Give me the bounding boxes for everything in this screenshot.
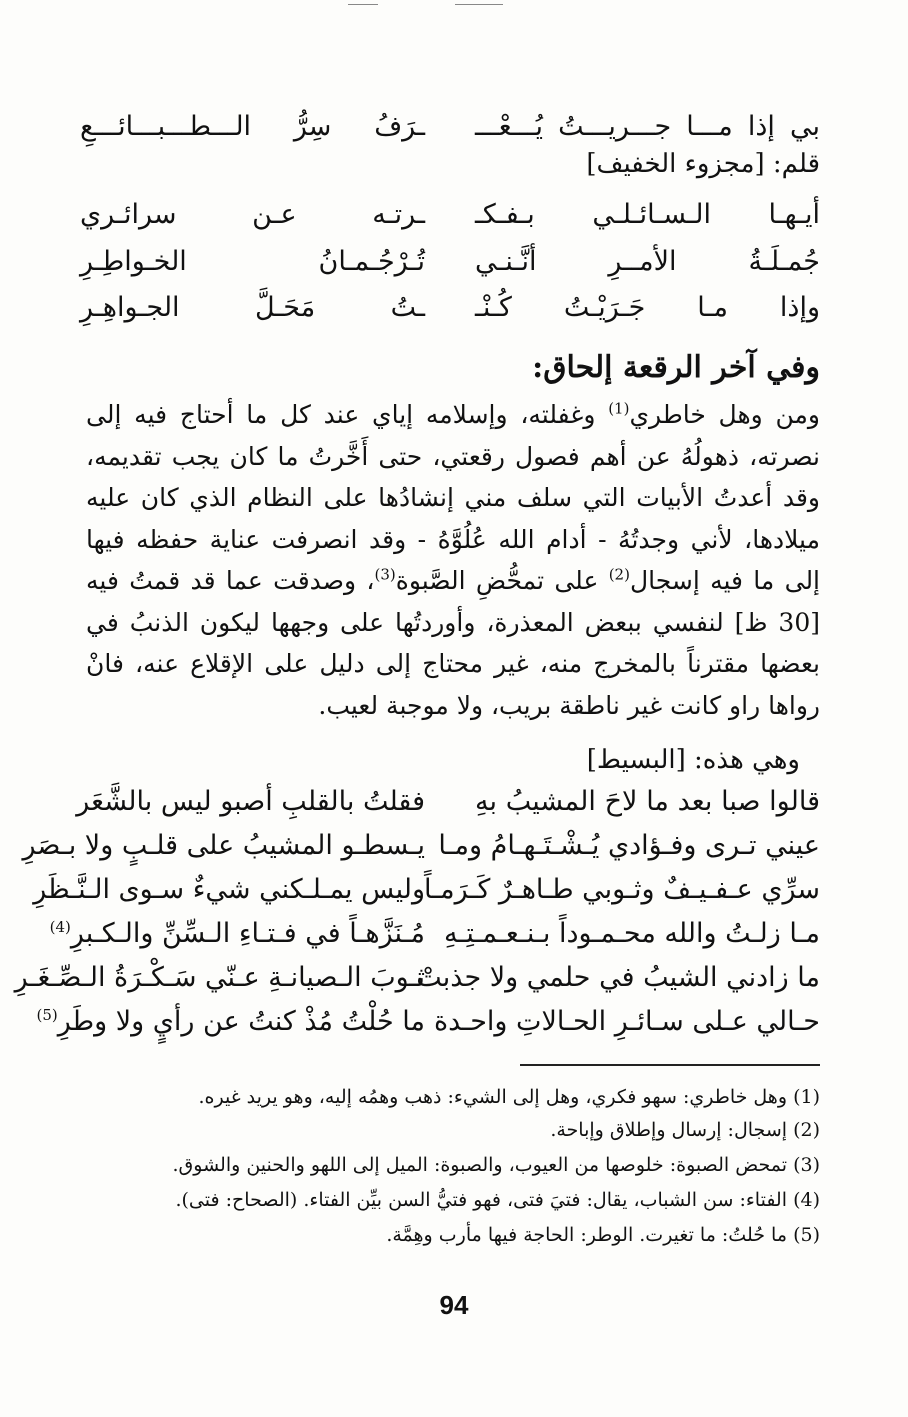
verse-second-hemistich: يـسطـو المشيبُ على قلـبٍ ولا بـصَرِ — [22, 830, 425, 861]
paragraph-text: ومن وهل خاطري — [629, 400, 821, 429]
hemistich-text: مُـنَزَّهـاً في فـتـاءِ الـسِّنِّ والـكـبرِ — [70, 918, 425, 949]
footnote — [550, 1115, 820, 1145]
verse-first-hemistich: مـا زلـتُ والله محـمـوداً بـنـعـمـتِـهِ — [443, 918, 820, 949]
body-paragraph — [86, 394, 820, 726]
paragraph-text: ، وصدقت عما قد قمتُ فيه [30 ظ] لنفسي ببعض المعذرة، وأوردتُها على وجهها ليكون الذنبُ في بعضها مقترناً بالمخرج منه، غير محتاج إلى دليل على الإقلاع عنه، فانْ رواها راو كانت غير ناطقة بريب، ولا موجبة لعيب. — [86, 566, 820, 720]
footnote-text: وهل خاطري: سهو فكري، وهل إلى الشيء: ذهب وهمُه إليه، وهو يريد غيره. — [198, 1086, 788, 1108]
footnote — [173, 1150, 820, 1180]
verse-line — [49, 910, 820, 958]
footnote-ref: (3) — [374, 565, 396, 584]
footnote-ref: (1) — [608, 399, 630, 418]
verse-first-hemistich: قالوا صبا بعد ما لاحَ المشيبُ بهِ — [475, 786, 820, 817]
hemistich-text: ما حُلْتُ مُذْ كنتُ عن رأيٍ ولا وطَرِ — [57, 1006, 425, 1037]
section-heading: وفي آخر الرقعة إلحاق: — [532, 350, 820, 385]
verse-second-hemistich: ثـوبَ الـصيانـةِ عـنّي سَـكْـرَةُ الـصِّـغَـرِ — [14, 962, 425, 993]
footnote-ref: (2) — [608, 565, 630, 584]
footnote — [198, 1082, 820, 1112]
footnote-text: الفتاء: سن الشباب، يقال: فتيَ فتى، فهو فتيُّ السن بيِّن الفتاء. (الصحاح: فتى). — [175, 1189, 788, 1211]
verse-line — [80, 284, 820, 332]
footnote-rule — [520, 1064, 820, 1066]
verse-first-hemistich: سرِّي عـفـيـفٌ وثـوبي طـاهـرٌ كَـرَمـاً — [424, 874, 820, 905]
verse-line — [14, 954, 820, 1002]
verse-first-hemistich: أيـهـا الـسـائـلـي بـفـكـ — [475, 199, 820, 230]
verse-second-hemistich: وليس يمـلـكني شيءٌ سـوى الـنَّـظَرِ — [33, 874, 425, 905]
verse-line — [33, 866, 820, 914]
verse-first-hemistich: حـالي عـلى سـائـرِ الحـالاتِ واحـدة — [433, 1006, 820, 1037]
paragraph-text: وغفلته، وإسلامه إياي عند كل ما أحتاج فيه إلى نصرته، ذهولُهُ عن أهم فصول رقعتي، حتى أَخَّرتُ ما كان يجب تقديمه، وقد أعدتُ الأبيات التي سلف مني إنشادُها على النظام الذي كان عليه ميلادها، لأني وجدتُهُ - أدام الله عُلُوَّهُ - وقد انصرفت عناية حفظه فيها إلى ما فيه إسجال — [86, 400, 821, 595]
verse-second-hemistich: فقلتُ بالقلبِ أصبو ليس بالشَّعَر — [76, 786, 425, 817]
footnote — [175, 1185, 820, 1215]
verse-second-hemistich: ـتُ مَحَـلَّ الجـواهِـرِ — [80, 292, 425, 323]
verse-first-hemistich: وإذا مـا جَـرَيْـتُ كُـنْـ — [475, 292, 820, 323]
verse-second-hemistich — [49, 910, 425, 958]
footnote-number: (3) — [793, 1154, 820, 1176]
footnote-number: (1) — [793, 1086, 820, 1108]
footnote-ref: (5) — [36, 1006, 58, 1024]
verse-second-hemistich — [36, 998, 425, 1046]
meter-label: وهي هذه: [البسيط] — [586, 745, 800, 775]
paragraph-text: على تمحُّضِ الصَّبوة — [395, 566, 609, 595]
verse-first-hemistich: ما زادني الشيبُ في حلمي ولا جذبتْ — [416, 962, 820, 993]
scan-mark — [455, 4, 503, 5]
verse-second-hemistich: ـرتـه عـن سرائـري — [80, 199, 425, 230]
footnote-number: (5) — [793, 1224, 820, 1246]
footnote-text: إسجال: إرسال وإطلاق وإباحة. — [550, 1119, 788, 1141]
verse-line — [36, 998, 820, 1046]
verse-first-hemistich: بي إذا مـــا جـــريـــتُ يُـــعْـــ — [475, 111, 820, 142]
verse-second-hemistich: تُـرْجُـمـانُ الخـواطِـرِ — [80, 246, 425, 277]
verse-line — [22, 822, 820, 870]
footnote-number: (4) — [793, 1189, 820, 1211]
scan-top-marks — [0, 0, 908, 10]
scan-mark — [348, 4, 378, 5]
meter-label: قلم: [مجزوء الخفيف] — [586, 149, 820, 179]
footnote-ref: (4) — [49, 918, 71, 936]
footnote-text: ما حُلتُ: ما تغيرت. الوطر: الحاجة فيها مأرب وهِمَّة. — [386, 1224, 788, 1246]
verse-line — [80, 238, 820, 286]
footnote — [386, 1220, 820, 1250]
page-number: 94 — [439, 1290, 469, 1320]
verse-second-hemistich: ـرَفُ سِرُّ الـــطـــبـــائـــعِ — [80, 111, 425, 142]
verse-first-hemistich: جُمـلَـةُ الأمــرِ أنَّـنـي — [475, 246, 820, 277]
verse-first-hemistich: عيني تـرى وفـؤادي يُـشْـتَـهـامُ ومـا — [438, 830, 820, 861]
verse-line — [76, 778, 820, 826]
verse-line — [80, 191, 820, 239]
footnote-text: تمحض الصبوة: خلوصها من العيوب، والصبوة: الميل إلى اللهو والحنين والشوق. — [172, 1154, 788, 1176]
footnote-number: (2) — [793, 1119, 820, 1141]
